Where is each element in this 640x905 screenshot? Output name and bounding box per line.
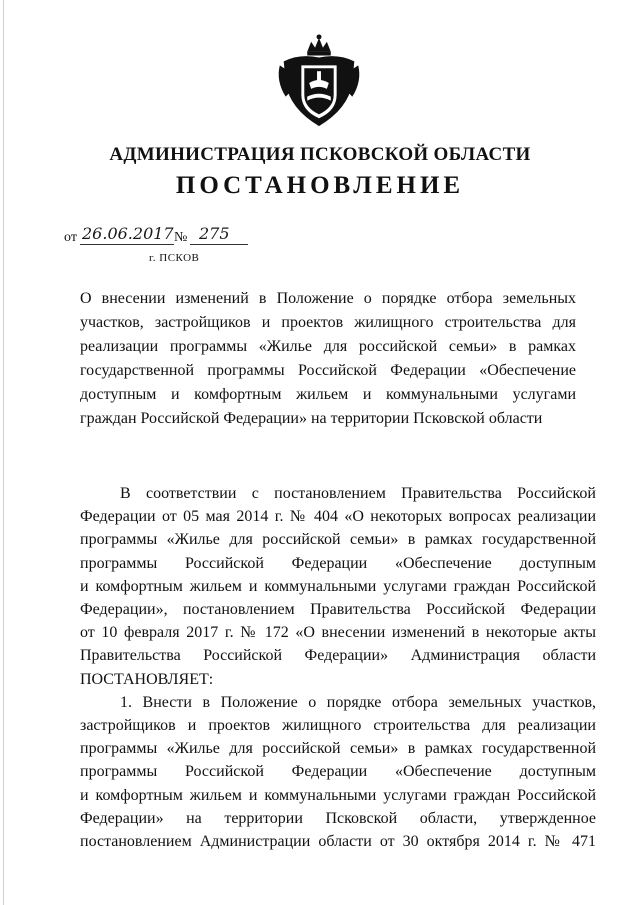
organization-name: АДМИНИСТРАЦИЯ ПСКОВСКОЙ ОБЛАСТИ <box>109 144 531 165</box>
body-line: и комфортным жильем и коммунальными услугами граждан Российской <box>80 577 596 595</box>
number-underline <box>190 244 248 245</box>
title-line: государственной программы Российской Федерации «Обеспечение <box>80 362 576 379</box>
body-line: ПОСТАНОВЛЯЕТ: <box>80 670 214 688</box>
city-label: г. ПСКОВ <box>149 252 200 264</box>
number-label: № <box>174 230 188 245</box>
handwritten-date: 26.06.2017 <box>82 224 174 243</box>
scan-edge-line <box>3 0 4 905</box>
body-line: Федерации от 05 мая 2014 г. № 404 «О некоторых вопросах реализации <box>80 508 596 526</box>
handwritten-number: 275 <box>199 224 230 243</box>
body-line: 1. Внести в Положение о порядке отбора земельных участков, <box>120 693 596 711</box>
body-line: застройщиков и проектов жилищного строительства для реализации <box>80 717 596 735</box>
body-line: программы Российской Федерации «Обеспечение доступным <box>80 763 596 781</box>
body-line: и комфортным жильем и коммунальными услугами граждан Российской <box>80 786 596 804</box>
body-line: программы Российской Федерации «Обеспечение доступным <box>80 554 596 572</box>
body-line: Правительства Российской Федерации» Администрация области <box>80 647 596 665</box>
title-line: реализации программы «Жилье для российской семьи» в рамках <box>80 338 576 355</box>
date-number-line <box>64 224 254 246</box>
date-prefix: от <box>64 230 77 245</box>
date-underline <box>80 244 174 245</box>
document-body <box>80 482 596 853</box>
document-title <box>80 287 576 431</box>
body-line: программы «Жилье для российской семьи» в рамках государственной <box>80 740 596 758</box>
body-line: Федерации» на территории Псковской области, утвержденное <box>80 809 596 827</box>
body-line: программы «Жилье для российской семьи» в рамках государственной <box>80 531 596 549</box>
title-line: участков, застройщиков и проектов жилищного строительства для <box>80 314 576 331</box>
document-type: ПОСТАНОВЛЕНИЕ <box>175 172 465 199</box>
title-line: доступным и комфортным жильем и коммунальными услугами <box>80 386 576 403</box>
body-line: от 10 февраля 2017 г. № 172 «О внесении изменений в некоторые акты <box>80 624 596 642</box>
title-line: О внесении изменений в Положение о порядке отбора земельных <box>80 290 576 307</box>
title-line: граждан Российской Федерации» на территории Псковской области <box>80 410 543 427</box>
body-line: постановлением Администрации области от 30 октября 2014 г. № 471 <box>80 833 596 851</box>
body-line: В соответствии с постановлением Правительства Российской <box>120 485 596 502</box>
pskov-coat-of-arms-icon <box>270 32 368 130</box>
body-line: Федерации», постановлением Правительства Российской Федерации <box>80 601 596 619</box>
